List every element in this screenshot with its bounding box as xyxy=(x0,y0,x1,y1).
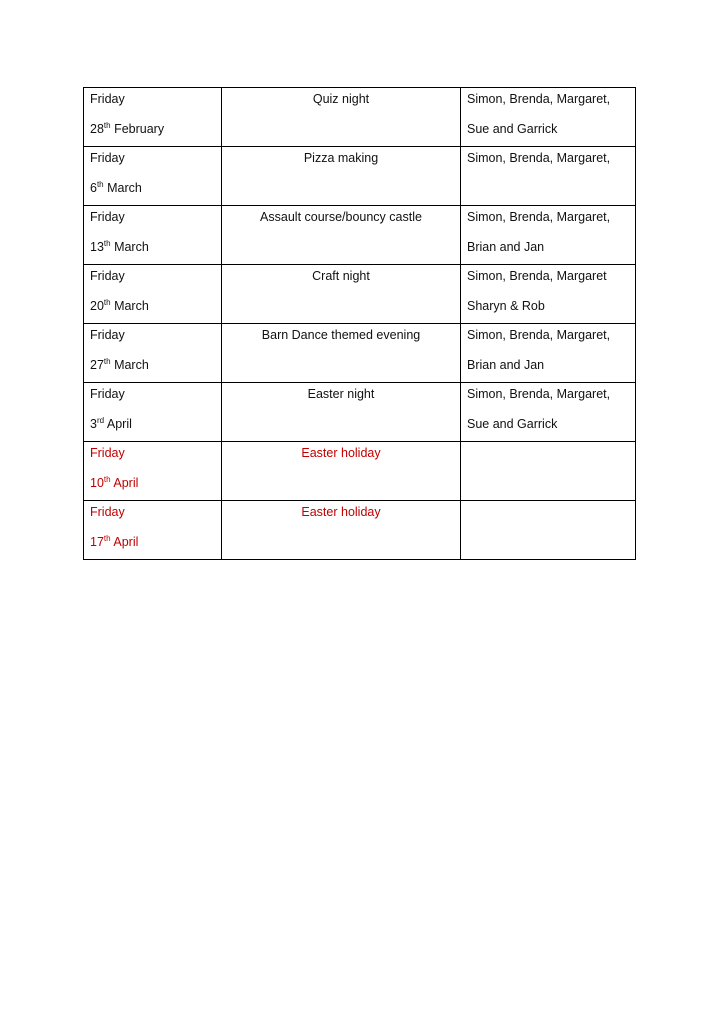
date-cell xyxy=(84,442,222,501)
people-cell xyxy=(461,442,636,501)
event-name: Easter night xyxy=(307,387,375,401)
date-cell xyxy=(84,147,222,206)
table-row-holiday xyxy=(84,442,636,501)
people-line-1: Simon, Brenda, Margaret, xyxy=(467,328,611,342)
people-line-1 xyxy=(467,443,635,463)
event-cell xyxy=(222,442,461,501)
event-cell xyxy=(222,206,461,265)
people-line-1 xyxy=(467,502,635,522)
people-line-2: Sue and Garrick xyxy=(467,122,558,136)
event-cell xyxy=(222,324,461,383)
table-row-holiday xyxy=(84,501,636,560)
table-row xyxy=(84,147,636,206)
event-cell xyxy=(222,147,461,206)
date-text: 13th March xyxy=(90,238,149,254)
people-line-1: Simon, Brenda, Margaret, xyxy=(467,387,611,401)
date-text: 27th March xyxy=(90,356,149,372)
day-name: Friday xyxy=(90,269,125,283)
table-row xyxy=(84,206,636,265)
day-name: Friday xyxy=(90,210,125,224)
people-line-2: Sue and Garrick xyxy=(467,417,558,431)
people-cell xyxy=(461,383,636,442)
people-line-2: Sharyn & Rob xyxy=(467,299,545,313)
people-line-2 xyxy=(467,473,635,493)
date-cell xyxy=(84,324,222,383)
people-cell xyxy=(461,501,636,560)
date-cell xyxy=(84,383,222,442)
date-cell xyxy=(84,265,222,324)
day-name: Friday xyxy=(90,328,125,342)
day-name: Friday xyxy=(90,505,125,519)
date-text: 6th March xyxy=(90,179,142,195)
date-text: 3rd April xyxy=(90,415,132,431)
people-line-1: Simon, Brenda, Margaret, xyxy=(467,151,611,165)
event-cell xyxy=(222,383,461,442)
day-name: Friday xyxy=(90,92,125,106)
event-name: Pizza making xyxy=(303,151,379,165)
day-name: Friday xyxy=(90,387,125,401)
day-name: Friday xyxy=(90,151,125,165)
people-line-2 xyxy=(467,532,635,552)
people-line-2: Brian and Jan xyxy=(467,358,545,372)
date-text: 28th February xyxy=(90,120,165,136)
people-line-1: Simon, Brenda, Margaret xyxy=(467,269,607,283)
people-cell xyxy=(461,324,636,383)
event-name: Barn Dance themed evening xyxy=(261,328,421,342)
schedule-table xyxy=(83,87,636,560)
date-cell xyxy=(84,88,222,147)
event-name: Easter holiday xyxy=(301,446,381,460)
people-cell xyxy=(461,147,636,206)
event-cell xyxy=(222,501,461,560)
event-name: Assault course/bouncy castle xyxy=(260,210,422,224)
table-row xyxy=(84,265,636,324)
table-row xyxy=(84,383,636,442)
event-name: Quiz night xyxy=(312,92,370,106)
event-name: Easter holiday xyxy=(301,505,381,519)
table-row xyxy=(84,324,636,383)
date-cell xyxy=(84,501,222,560)
people-line-1: Simon, Brenda, Margaret, xyxy=(467,92,611,106)
people-cell xyxy=(461,206,636,265)
people-cell xyxy=(461,88,636,147)
date-cell xyxy=(84,206,222,265)
table-row xyxy=(84,88,636,147)
people-cell xyxy=(461,265,636,324)
date-text: 17th April xyxy=(90,533,139,549)
event-name: Craft night xyxy=(312,269,370,283)
event-cell xyxy=(222,88,461,147)
date-text: 20th March xyxy=(90,297,149,313)
people-line-2: Brian and Jan xyxy=(467,240,545,254)
day-name: Friday xyxy=(90,446,125,460)
event-cell xyxy=(222,265,461,324)
people-line-2 xyxy=(467,178,635,198)
people-line-1: Simon, Brenda, Margaret, xyxy=(467,210,611,224)
date-text: 10th April xyxy=(90,474,139,490)
